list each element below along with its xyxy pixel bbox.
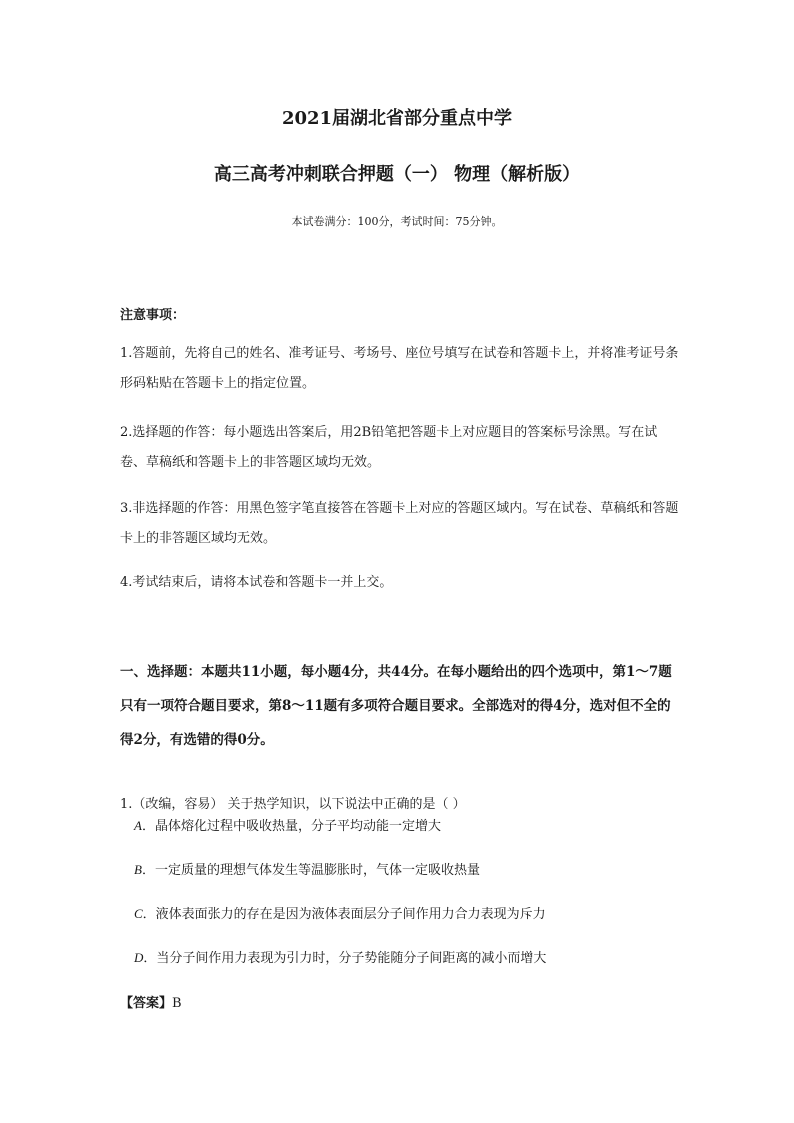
note-item: 1.答题前，先将自己的姓名、准考证号、考场号、座位号填写在试卷和答题卡上，并将准考证号条形码粘贴在答题卡上的指定位置。 — [120, 346, 679, 391]
option-text: ．晶体熔化过程中吸收热量，分子平均动能一定增大 — [141, 819, 441, 834]
option-text: ．当分子间作用力表现为引力时，分子势能随分子间距离的减小而增大 — [143, 951, 547, 966]
option-a — [134, 815, 441, 834]
page-title: 2021届湖北省部分重点中学 — [281, 108, 513, 129]
option-text: ．一定质量的理想气体发生等温膨胀时，气体一定吸收热量 — [141, 863, 480, 878]
section-heading: 一、选择题：本题共11小题，每小题4分，共44分。在每小题给出的四个选项中，第1～7题只有一项符合题目要求，第8～11题有多项符合题目要求。全部选对的得4分，选对但不全的得2分，有选错的得0分。 — [120, 664, 672, 748]
notes-heading: 注意事项： — [120, 308, 186, 323]
page-subtitle: 高三高考冲刺联合押题（一） 物理（解析版） — [213, 164, 581, 185]
option-letter: A — [134, 818, 142, 833]
option-text: ．液体表面张力的存在是因为液体表面层分子间作用力合力表现为斥力 — [142, 907, 546, 922]
option-letter: D — [134, 950, 144, 965]
note-item: 2.选择题的作答：每小题选出答案后，用2B铅笔把答题卡上对应题目的答案标号涂黑。写在试卷、草稿纸和答题卡上的非答题区域均无效。 — [120, 425, 658, 470]
exam-info: 本试卷满分：100分，考试时间：75分钟。 — [291, 215, 503, 228]
option-c — [134, 903, 546, 922]
note-item: 3.非选择题的作答：用黑色签字笔直接答在答题卡上对应的答题区域内。写在试卷、草稿纸和答题卡上的非答题区域均无效。 — [120, 501, 679, 546]
answer-label: 【答案】 — [120, 996, 173, 1011]
note-item: 4.考试结束后，请将本试卷和答题卡一并上交。 — [120, 575, 393, 590]
option-b — [134, 859, 480, 878]
answer — [120, 992, 182, 1011]
answer-value: B — [172, 996, 182, 1011]
option-d — [134, 947, 546, 966]
question-stem: 1.（改编，容易） 关于热学知识，以下说法中正确的是（ ） — [120, 797, 466, 812]
option-letter: B — [134, 862, 142, 877]
option-letter: C — [134, 906, 143, 921]
